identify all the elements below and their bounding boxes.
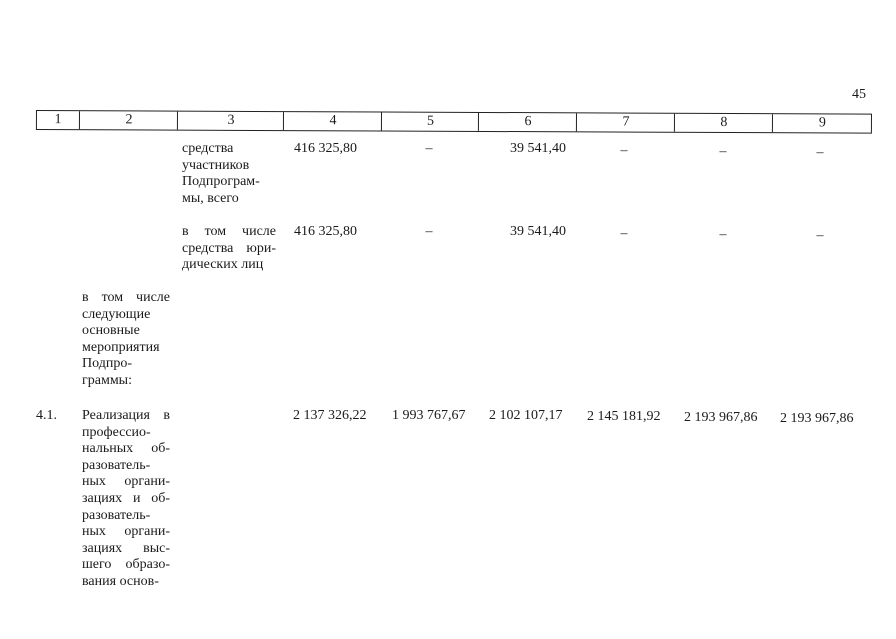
value-col-5: 1 993 767,67 [392,408,466,423]
row-label: в том числе средства юри-дических лиц [182,224,276,273]
value-col-6: 2 102 107,17 [489,408,563,423]
value-col-7: 2 145 181,92 [587,409,661,424]
row-label: Реализация в профессио-нальных об-разователь-ных органи-зациях и об-разователь-ных органи-зациях выс-шего образо-вания основ- [82,408,170,589]
row-label: средства участников Подпрограм-мы, всего [182,141,260,206]
value-col-9: – [816,228,824,243]
row-number: 4.1. [36,408,57,423]
header-cell-1: 1 [54,112,62,128]
value-col-4: 416 325,80 [294,141,357,156]
header-cell-8: 8 [674,114,773,132]
table-header-row [36,110,872,134]
value-col-4: 2 137 326,22 [293,408,367,423]
header-cell-4: 4 [283,112,382,130]
value-col-9: – [816,145,824,160]
row-label: в том числе следующие основные мероприятия Подпро-граммы: [82,290,170,388]
value-col-9: 2 193 967,86 [780,411,854,426]
page-number: 45 [852,87,866,102]
header-cell-6: 6 [478,113,577,131]
value-col-8: 2 193 967,86 [684,410,758,425]
header-cell-5: 5 [381,113,479,131]
value-col-6: 39 541,40 [510,141,566,156]
value-col-8: – [719,144,727,159]
header-cell-2: 2 [79,111,178,129]
header-cell-3: 3 [177,112,284,130]
value-col-6: 39 541,40 [510,224,566,239]
value-col-4: 416 325,80 [294,224,357,239]
header-cell-7: 7 [576,113,675,131]
value-col-7: – [620,143,628,158]
value-col-5: – [425,141,433,156]
value-col-7: – [620,226,628,241]
value-col-5: – [425,224,433,239]
header-cell-9: 9 [772,114,872,132]
value-col-8: – [719,227,727,242]
